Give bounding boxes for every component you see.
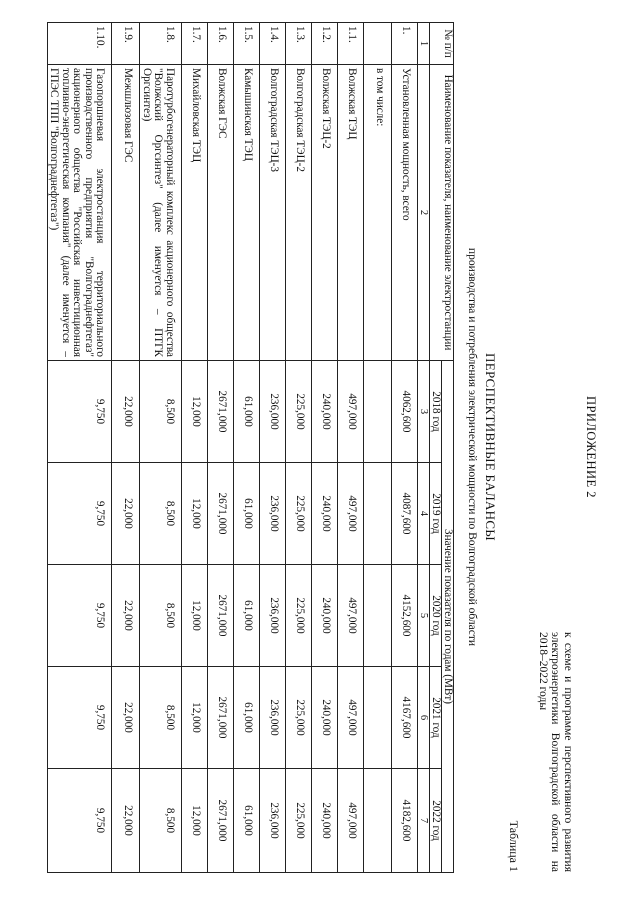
row-name: Михайловская ТЭЦ bbox=[182, 65, 208, 361]
row-value: 4182,600 bbox=[392, 769, 418, 873]
row-name: Волгоградская ТЭЦ-3 bbox=[260, 65, 286, 361]
row-number: 1.3. bbox=[286, 23, 312, 65]
row-value: 9,750 bbox=[48, 463, 113, 565]
row-value: 22,000 bbox=[112, 463, 140, 565]
row-value bbox=[364, 565, 392, 667]
table-row bbox=[392, 23, 418, 873]
row-value: 2671,000 bbox=[208, 463, 234, 565]
row-value: 9,750 bbox=[48, 361, 113, 463]
header-name: Наименование показателя, наименование электростанции bbox=[430, 65, 454, 361]
document-subtitle: производства и потребления электрической мощности по Волгоградской области bbox=[466, 247, 478, 647]
row-value: 497,000 bbox=[338, 463, 364, 565]
row-value: 4167,600 bbox=[392, 667, 418, 769]
row-value: 4087,600 bbox=[392, 463, 418, 565]
row-value: 12,000 bbox=[182, 463, 208, 565]
row-value bbox=[364, 667, 392, 769]
table-row bbox=[364, 23, 392, 873]
row-number: 1. bbox=[392, 23, 418, 65]
table-row bbox=[312, 23, 338, 873]
row-value: 240,000 bbox=[312, 361, 338, 463]
row-value: 225,000 bbox=[286, 361, 312, 463]
header-year: 2022 год bbox=[430, 769, 442, 873]
col-number: 4 bbox=[418, 463, 430, 565]
appendix-label: ПРИЛОЖЕНИЕ 2 bbox=[584, 395, 598, 499]
row-value: 2671,000 bbox=[208, 667, 234, 769]
row-value: 12,000 bbox=[182, 667, 208, 769]
row-number: 1.7. bbox=[182, 23, 208, 65]
row-value: 22,000 bbox=[112, 769, 140, 873]
row-value: 236,000 bbox=[260, 361, 286, 463]
row-value: 225,000 bbox=[286, 463, 312, 565]
row-value: 240,000 bbox=[312, 769, 338, 873]
row-value: 22,000 bbox=[112, 667, 140, 769]
document-title: ПЕРСПЕКТИВНЫЕ БАЛАНСЫ bbox=[483, 353, 498, 541]
header-num: № п/п bbox=[430, 23, 454, 65]
row-value: 8,500 bbox=[140, 769, 182, 873]
row-name: Межшлюзовая ГЭС bbox=[112, 65, 140, 361]
col-number: 3 bbox=[418, 361, 430, 463]
row-name: Установленная мощность, всего bbox=[392, 65, 418, 361]
rotated-content bbox=[42, 22, 602, 872]
row-value bbox=[364, 361, 392, 463]
row-name: Паротурбогенераторный комплекс акционерного общества "Волжский Оргсинтез" (далее именуется – ПТГК Оргсинтез) bbox=[140, 65, 182, 361]
row-name: Волгоградская ТЭЦ-2 bbox=[286, 65, 312, 361]
row-value: 497,000 bbox=[338, 667, 364, 769]
row-value: 2671,000 bbox=[208, 565, 234, 667]
row-value: 236,000 bbox=[260, 769, 286, 873]
row-name: Волжская ТЭЦ bbox=[338, 65, 364, 361]
table-row bbox=[338, 23, 364, 873]
row-number: 1.2. bbox=[312, 23, 338, 65]
row-value: 61,000 bbox=[234, 769, 260, 873]
col-number: 2 bbox=[418, 65, 430, 361]
row-value: 61,000 bbox=[234, 565, 260, 667]
row-value: 240,000 bbox=[312, 667, 338, 769]
row-value: 240,000 bbox=[312, 463, 338, 565]
appendix-subtitle: к схеме и программе перспективного развития электроэнергетики Волгоградской области на 2018–2022 годы bbox=[537, 632, 574, 872]
row-value: 2671,000 bbox=[208, 361, 234, 463]
row-number: 1.4. bbox=[260, 23, 286, 65]
row-number: 1.9. bbox=[112, 23, 140, 65]
header-year: 2019 год bbox=[430, 463, 442, 565]
row-value: 9,750 bbox=[48, 565, 113, 667]
row-value: 236,000 bbox=[260, 463, 286, 565]
row-value: 497,000 bbox=[338, 361, 364, 463]
header-year: 2018 год bbox=[430, 361, 442, 463]
row-name: Волжская ТЭЦ-2 bbox=[312, 65, 338, 361]
row-value: 22,000 bbox=[112, 361, 140, 463]
row-value: 12,000 bbox=[182, 769, 208, 873]
row-value: 225,000 bbox=[286, 565, 312, 667]
row-value: 12,000 bbox=[182, 361, 208, 463]
row-value: 61,000 bbox=[234, 361, 260, 463]
header-group: Значение показателя по годам (МВт) bbox=[442, 361, 454, 873]
row-value: 225,000 bbox=[286, 769, 312, 873]
row-value: 240,000 bbox=[312, 565, 338, 667]
row-value: 22,000 bbox=[112, 565, 140, 667]
row-value: 12,000 bbox=[182, 565, 208, 667]
row-value: 61,000 bbox=[234, 463, 260, 565]
row-name: Камышинская ТЭЦ bbox=[234, 65, 260, 361]
row-value: 9,750 bbox=[48, 667, 113, 769]
row-value: 4062,600 bbox=[392, 361, 418, 463]
table-body bbox=[48, 23, 418, 873]
table-row bbox=[260, 23, 286, 873]
row-value: 8,500 bbox=[140, 361, 182, 463]
row-value: 9,750 bbox=[48, 769, 113, 873]
row-value: 497,000 bbox=[338, 769, 364, 873]
table-row bbox=[182, 23, 208, 873]
row-value: 8,500 bbox=[140, 565, 182, 667]
row-number bbox=[364, 23, 392, 65]
table-row bbox=[286, 23, 312, 873]
table-row bbox=[208, 23, 234, 873]
row-name: Волжская ГЭС bbox=[208, 65, 234, 361]
row-name: Газопоршневая электростанция территориального производственного предприятия "Волгограднефтегаз" акционерного общества "Российская инвестиционная топливно-энергетическая компания" (далее именуется – ГПЭС ТПП "Волгограднефтегаз") bbox=[48, 65, 113, 361]
row-value: 236,000 bbox=[260, 565, 286, 667]
row-value: 8,500 bbox=[140, 463, 182, 565]
col-number: 7 bbox=[418, 769, 430, 873]
row-value: 497,000 bbox=[338, 565, 364, 667]
table-number: Таблица 1 bbox=[507, 820, 521, 872]
col-number: 5 bbox=[418, 565, 430, 667]
balance-table bbox=[47, 22, 454, 873]
header-year: 2020 год bbox=[430, 565, 442, 667]
table-row bbox=[48, 23, 113, 873]
row-value: 2671,000 bbox=[208, 769, 234, 873]
col-number: 1 bbox=[418, 23, 430, 65]
table-row bbox=[140, 23, 182, 873]
row-number: 1.1. bbox=[338, 23, 364, 65]
col-number: 6 bbox=[418, 667, 430, 769]
header-year: 2021 год bbox=[430, 667, 442, 769]
row-value: 8,500 bbox=[140, 667, 182, 769]
row-value bbox=[364, 463, 392, 565]
row-value: 225,000 bbox=[286, 667, 312, 769]
row-name: в том числе: bbox=[364, 65, 392, 361]
row-number: 1.10. bbox=[48, 23, 113, 65]
row-value bbox=[364, 769, 392, 873]
table-row bbox=[234, 23, 260, 873]
row-number: 1.8. bbox=[140, 23, 182, 65]
table-row bbox=[112, 23, 140, 873]
row-value: 4152,600 bbox=[392, 565, 418, 667]
row-number: 1.6. bbox=[208, 23, 234, 65]
row-value: 61,000 bbox=[234, 667, 260, 769]
row-value: 236,000 bbox=[260, 667, 286, 769]
row-number: 1.5. bbox=[234, 23, 260, 65]
